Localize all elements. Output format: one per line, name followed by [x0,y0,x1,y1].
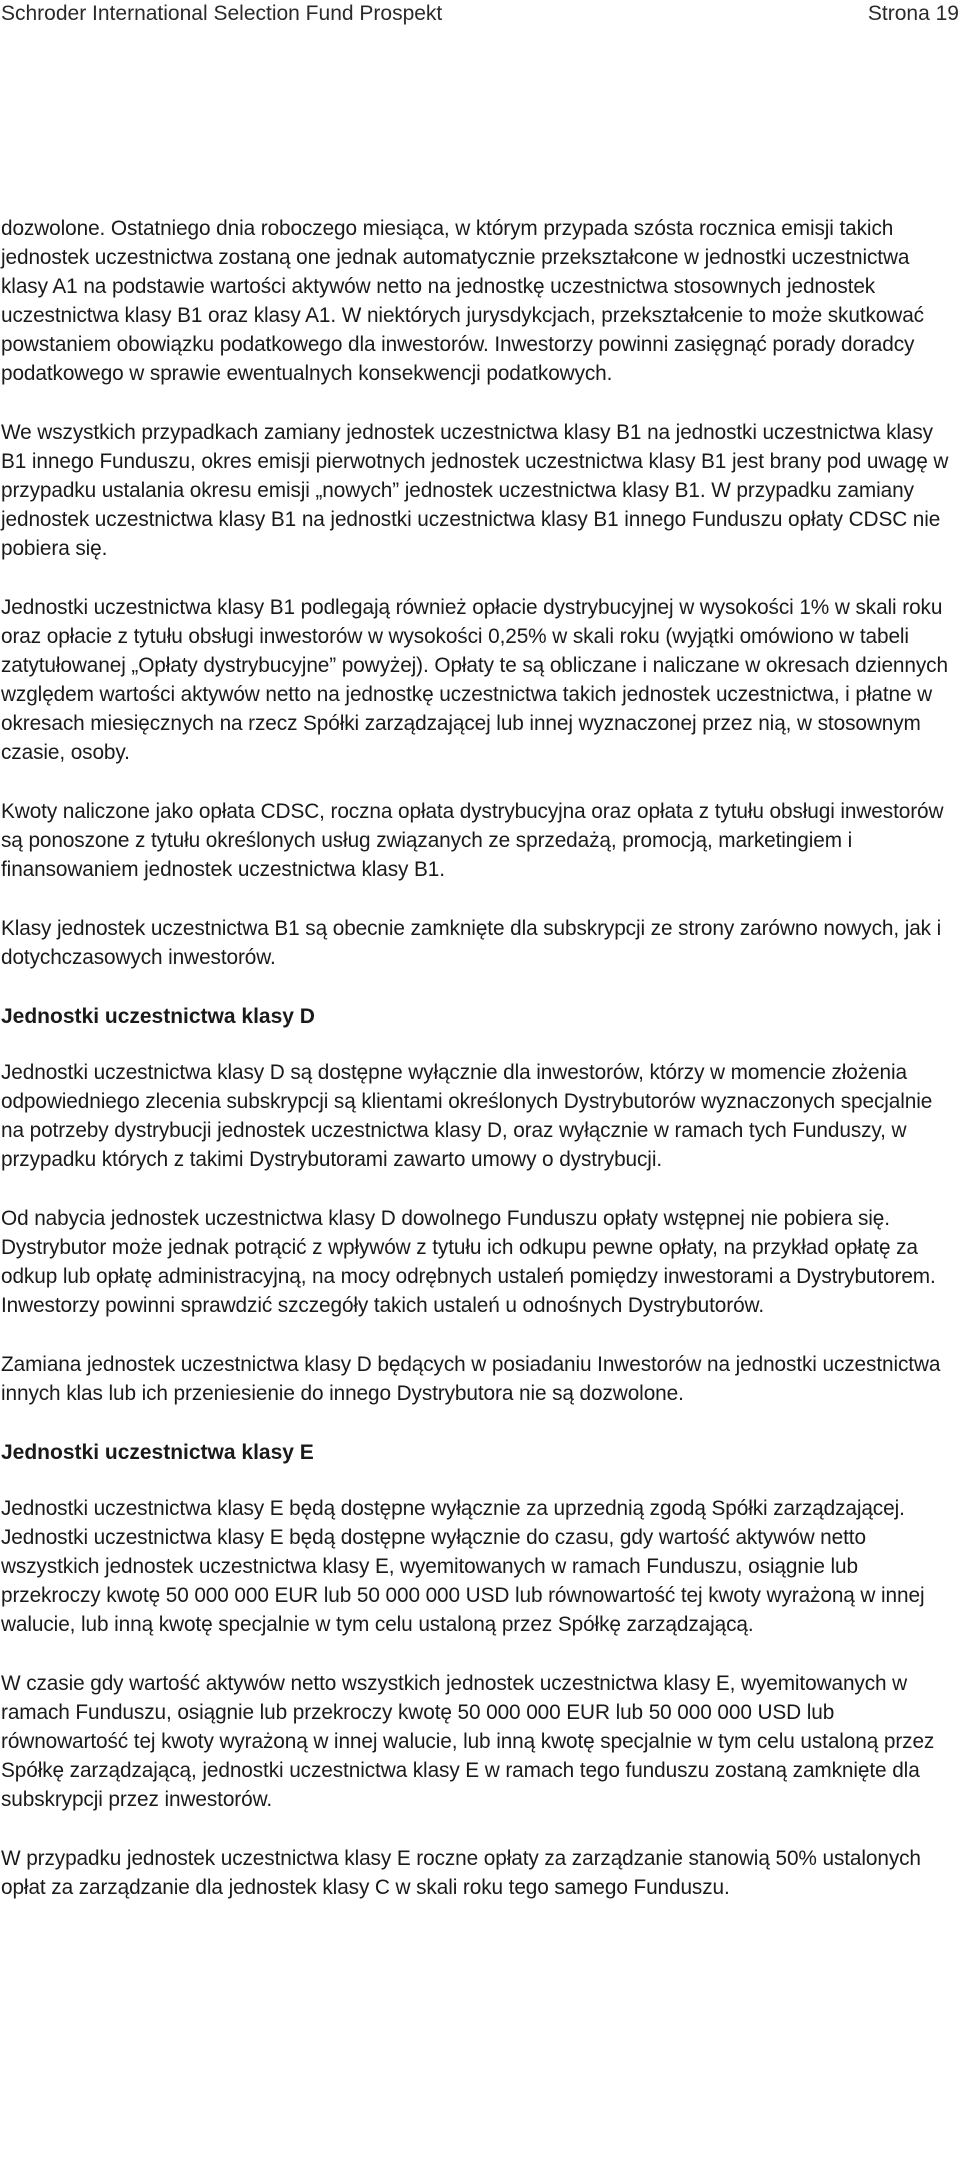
paragraph-e-availability: Jednostki uczestnictwa klasy E będą dostępne wyłącznie za uprzednią zgodą Spółki zarządzającej. Jednostki uczestnictwa klasy E będą dostępne wyłącznie do czasu, gdy wartość aktywów netto wszystkich jednostek uczestnictwa klasy E, wyemitowanych w ramach Funduszu, osiągnie lub przekroczy kwotę 50 000 000 EUR lub 50 000 000 USD lub równowartość tej kwoty wyrażoną w innej walucie, lub inną kwotę specjalnie w tym celu ustaloną przez Spółkę zarządzającą. [1,1497,925,1636]
paragraph-d-fees: Od nabycia jednostek uczestnictwa klasy D dowolnego Funduszu opłaty wstępnej nie pobiera się. Dystrybutor może jednak potrącić z wpływów z tytułu ich odkupu pewne opłaty, na przykład opłatę za odkup lub opłatę administracyjną, na mocy odrębnych ustaleń pomiędzy inwestorami a Dystrybutorem. Inwestorzy powinni sprawdzić szczegóły takich ustaleń u odnośnych Dystrybutorów. [1,1207,936,1317]
page-header [0,0,960,30]
paragraph-b1-conversion: dozwolone. Ostatniego dnia roboczego miesiąca, w którym przypada szósta rocznica emisji takich jednostek uczestnictwa zostaną one jednak automatycznie przekształcone w jednostki uczestnictwa klasy A1 na podstawie wartości aktywów netto na jednostkę uczestnictwa stosownych jednostek uczestnictwa klasy B1 oraz klasy A1. W niektórych jurysdykcjach, przekształcenie to może skutkować powstaniem obowiązku podatkowego dla inwestorów. Inwestorzy powinni zasięgnąć porady doradcy podatkowego w sprawie ewentualnych konsekwencji podatkowych. [1,217,924,385]
document-title: Schroder International Selection Fund Prospekt [1,2,443,25]
paragraph-e-closure: W czasie gdy wartość aktywów netto wszystkich jednostek uczestnictwa klasy E, wyemitowanych w ramach Funduszu, osiągnie lub przekroczy kwotę 50 000 000 EUR lub 50 000 000 USD lub równowartość tej kwoty wyrażoną w innej walucie, lub inną kwotę specjalnie w tym celu ustaloną przez Spółkę zarządzającą, jednostki uczestnictwa klasy E w ramach tego funduszu zostaną zamknięte dla subskrypcji przez inwestorów. [1,1672,935,1811]
paragraph-d-switching: Zamiana jednostek uczestnictwa klasy D będących w posiadaniu Inwestorów na jednostki uczestnictwa innych klas lub ich przeniesienie do innego Dystrybutora nie są dozwolone. [1,1353,941,1405]
paragraph-b1-closed: Klasy jednostek uczestnictwa B1 są obecnie zamknięte dla subskrypcji ze strony zarówno nowych, jak i dotychczasowych inwestorów. [1,917,942,969]
paragraph-b1-fees: Jednostki uczestnictwa klasy B1 podlegają również opłacie dystrybucyjnej w wysokości 1% w skali roku oraz opłacie z tytułu obsługi inwestorów w wysokości 0,25% w skali roku (wyjątki omówiono w tabeli zatytułowanej „Opłaty dystrybucyjne” powyżej). Opłaty te są obliczane i naliczane w okresach dziennych względem wartości aktywów netto na jednostkę uczestnictwa takich jednostek uczestnictwa, i płatne w okresach miesięcznych na rzecz Spółki zarządzającej lub innej wyznaczonej przez nią, w stosownym czasie, osoby. [1,596,948,764]
paragraph-b1-charges-use: Kwoty naliczone jako opłata CDSC, roczna opłata dystrybucyjna oraz opłata z tytułu obsługi inwestorów są ponoszone z tytułu określonych usług związanych ze sprzedażą, promocją, marketingiem i finansowaniem jednostek uczestnictwa klasy B1. [1,800,944,881]
section-heading-class-d: Jednostki uczestnictwa klasy D [1,1005,315,1028]
document-body [1,214,957,1932]
page-number: Strona 19 [867,2,959,25]
paragraph-d-availability: Jednostki uczestnictwa klasy D są dostępne wyłącznie dla inwestorów, którzy w momencie złożenia odpowiedniego zlecenia subskrypcji są klientami określonych Dystrybutorów wyznaczonych specjalnie na potrzeby dystrybucji jednostek uczestnictwa klasy D, oraz wyłącznie w ramach tych Funduszy, w przypadku których z takimi Dystrybutorami zawarto umowy o dystrybucji. [1,1061,933,1171]
paragraph-b1-switching: We wszystkich przypadkach zamiany jednostek uczestnictwa klasy B1 na jednostki uczestnictwa klasy B1 innego Funduszu, okres emisji pierwotnych jednostek uczestnictwa klasy B1 jest brany pod uwagę w przypadku ustalania okresu emisji „nowych” jednostek uczestnictwa klasy B1. W przypadku zamiany jednostek uczestnictwa klasy B1 na jednostki uczestnictwa klasy B1 innego Funduszu opłaty CDSC nie pobiera się. [1,421,949,560]
section-heading-class-e: Jednostki uczestnictwa klasy E [1,1441,314,1464]
paragraph-e-fees: W przypadku jednostek uczestnictwa klasy E roczne opłaty za zarządzanie stanowią 50% ustalonych opłat za zarządzanie dla jednostek klasy C w skali roku tego samego Funduszu. [1,1847,921,1899]
